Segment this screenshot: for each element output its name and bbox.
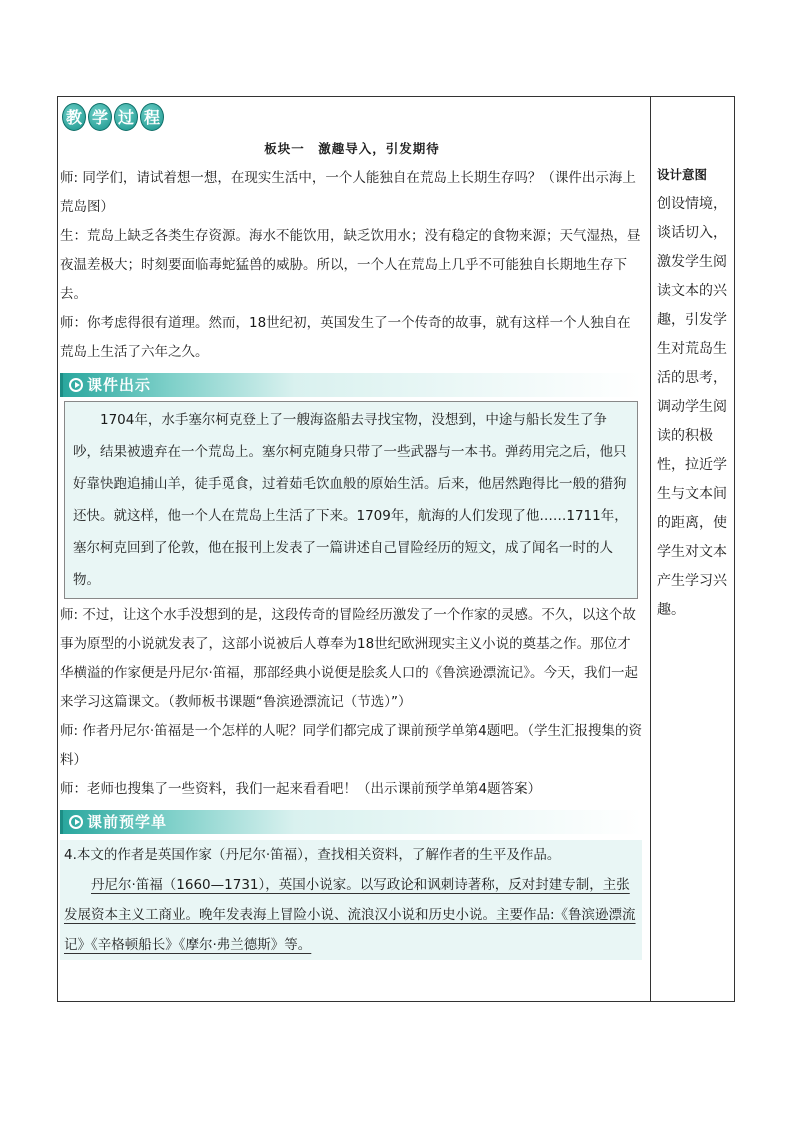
banner-label: 课件出示 [87, 375, 152, 394]
section-title: 板块一 激趣导入，引发期待 [264, 141, 440, 156]
teaching-process-badge [60, 101, 166, 133]
courseware-box [64, 401, 638, 599]
dialogue-paragraph: 师: 作者丹尼尔·笛福是一个怎样的人呢？同学们都完成了课前预学单第4题吧。（学生汇报搜集的资料） [60, 723, 642, 768]
preview-sheet-box [60, 840, 642, 960]
courseware-banner [60, 373, 642, 397]
main-column [60, 100, 644, 960]
teaching-process-header [60, 100, 644, 134]
dialogue-paragraph: 师：你考虑得很有道理。然而，18世纪初，英国发生了一个传奇的故事，就有这样一个人独自在荒岛上生活了六年之久。 [60, 315, 631, 360]
badge-char: 教 [62, 103, 86, 131]
dialogue-paragraph: 师：老师也搜集了一些资料，我们一起来看看吧！（出示课前预学单第4题答案） [60, 781, 542, 797]
dialogue-paragraph: 生：荒岛上缺乏各类生存资源。海水不能饮用，缺乏饮用水；没有稳定的食物来源；天气湿热，昼夜温差极大；时刻要面临毒蛇猛兽的威胁。所以，一个人在荒岛上几乎不可能独自长期地生存下去。 [60, 228, 641, 302]
banner-label: 课前预学单 [87, 812, 168, 831]
dialogue-paragraph: 师: 不过，让这个水手没想到的是，这段传奇的冒险经历激发了一个作家的灵感。不久，以这个故事为原型的小说就发表了，这部小说被后人尊奉为18世纪欧洲现实主义小说的奠基之作。那位才华横溢的作家便是丹尼尔·笛福，那部经典小说便是脍炙人口的《鲁滨逊漂流记》。今天，我们一起来学习这篇课文。（教师板书课题“鲁滨逊漂流记（节选）”） [60, 607, 639, 710]
play-circle-icon [69, 815, 83, 829]
dialogue-paragraph: 师: 同学们，请试着想一想，在现实生活中，一个人能独自在荒岛上长期生存吗？（课件出示海上荒岛图） [60, 170, 636, 215]
preview-answer [64, 870, 638, 960]
design-intent-title: 设计意图 [657, 167, 708, 182]
courseware-text: 1704年，水手塞尔柯克登上了一艘海盗船去寻找宝物，没想到，中途与船长发生了争吵，结果被遗弃在一个荒岛上。塞尔柯克随身只带了一些武器与一本书。弹药用完之后，他只好靠快跑追捕山羊，徒手觅食，过着茹毛饮血般的原始生活。后来，他居然跑得比一般的猎狗还快。就这样，他一个人在荒岛上生活了下来。1709年，航海的人们发现了他……1711年，塞尔柯克回到了伦敦，他在报刊上发表了一篇讲述自己冒险经历的短文，成了闻名一时的人物。 [73, 412, 628, 588]
preview-sheet-banner [60, 810, 642, 834]
design-intent-text: 创设情境，谈话切入，激发学生阅读文本的兴趣，引发学生对荒岛生活的思考，调动学生阅读的积极性，拉近学生与文本间的距离，使学生对文本产生学习兴趣。 [657, 196, 727, 618]
column-divider [650, 96, 651, 1002]
design-intent-column [657, 160, 731, 625]
preview-question: 4.本文的作者是英国作家（丹尼尔·笛福），查找相关资料，了解作者的生平及作品。 [64, 847, 561, 863]
preview-answer-text: 丹尼尔·笛福（1660—1731），英国小说家。以写政论和讽刺诗著称，反对封建专制，主张发展资本主义工商业。晚年发表海上冒险小说、流浪汉小说和历史小说。主要作品:《鲁滨逊漂流记》《辛格顿船长》《摩尔·弗兰德斯》等。 [64, 877, 636, 953]
badge-char: 程 [140, 103, 164, 131]
badge-char: 过 [114, 103, 138, 131]
play-circle-icon [69, 378, 83, 392]
badge-char: 学 [88, 103, 112, 131]
